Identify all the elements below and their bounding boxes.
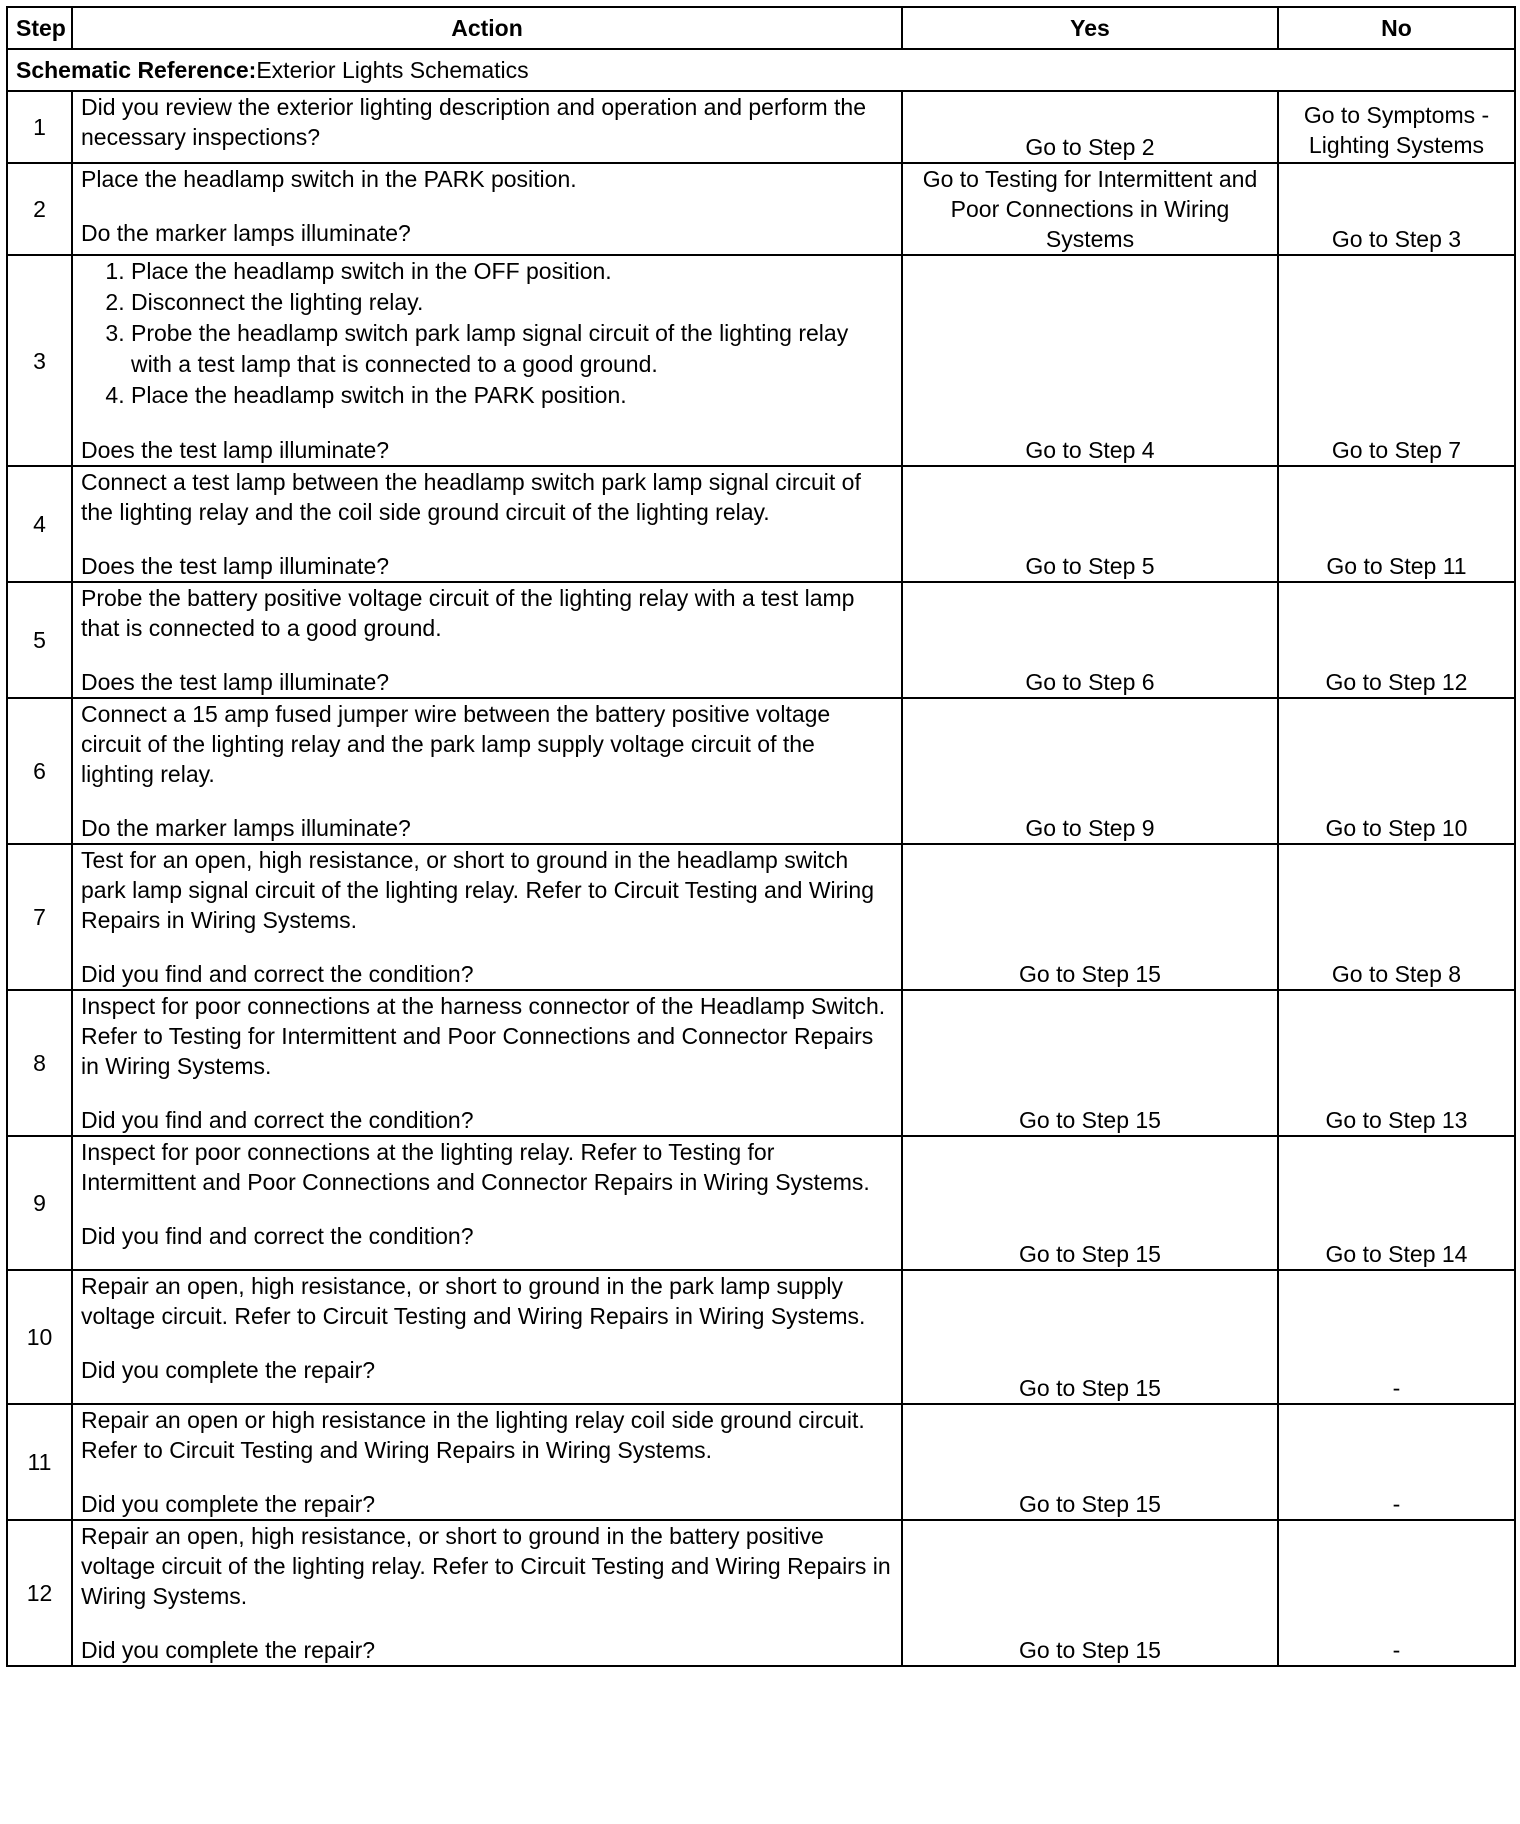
schematic-reference-row — [7, 49, 1515, 91]
action-text: Connect a test lamp between the headlamp switch park lamp signal circuit of the lighting relay and the coil side ground circuit of the lighting relay. — [81, 469, 861, 525]
yes-result[interactable]: Go to Step 15 — [902, 1520, 1278, 1666]
header-no: No — [1278, 7, 1515, 49]
action-text: Repair an open, high resistance, or short to ground in the battery positive voltage circuit of the lighting relay. Refer to Circuit Testing and Wiring Repairs in Wiring Systems. — [81, 1523, 891, 1609]
substep-item: 2. Disconnect the lighting relay. — [131, 287, 893, 318]
action-question: Did you find and correct the condition? — [81, 1107, 474, 1133]
substep-list — [81, 256, 893, 411]
yes-result[interactable]: Go to Step 15 — [902, 1136, 1278, 1270]
step-row — [7, 466, 1515, 582]
step-row — [7, 582, 1515, 698]
step-number: 12 — [7, 1520, 72, 1666]
substep-item: 3. Probe the headlamp switch park lamp signal circuit of the lighting relay with a test lamp that is connected to a good ground. — [131, 318, 893, 380]
step-row — [7, 1270, 1515, 1404]
schematic-reference-link[interactable]: Exterior Lights Schematics — [256, 57, 529, 83]
step-number: 4 — [7, 466, 72, 582]
no-result[interactable]: Go to Step 3 — [1278, 163, 1515, 255]
action-question: Do the marker lamps illuminate? — [81, 220, 411, 246]
step-number: 7 — [7, 844, 72, 990]
action-question: Did you complete the repair? — [81, 1357, 376, 1383]
step-number: 10 — [7, 1270, 72, 1404]
header-step: Step — [7, 7, 72, 49]
step-number: 8 — [7, 990, 72, 1136]
step-row — [7, 91, 1515, 163]
yes-result[interactable]: Go to Step 5 — [902, 466, 1278, 582]
yes-result[interactable]: Go to Testing for Intermittent and Poor Connections in Wiring Systems — [902, 163, 1278, 255]
diagnostic-table — [6, 6, 1516, 1667]
no-result[interactable]: Go to Step 14 — [1278, 1136, 1515, 1270]
yes-result[interactable]: Go to Step 15 — [902, 1270, 1278, 1404]
step-number: 6 — [7, 698, 72, 844]
step-row — [7, 844, 1515, 990]
action-question: Did you find and correct the condition? — [81, 1223, 474, 1249]
action-question: Do the marker lamps illuminate? — [81, 815, 411, 841]
yes-result[interactable]: Go to Step 15 — [902, 990, 1278, 1136]
step-row — [7, 698, 1515, 844]
step-number: 11 — [7, 1404, 72, 1520]
no-result[interactable]: Go to Step 8 — [1278, 844, 1515, 990]
step-action — [72, 1520, 902, 1666]
no-result[interactable]: Go to Step 7 — [1278, 255, 1515, 466]
action-text: Repair an open, high resistance, or short to ground in the park lamp supply voltage circuit. Refer to Circuit Testing and Wiring Repairs in Wiring Systems. — [81, 1273, 866, 1329]
step-row — [7, 163, 1515, 255]
header-action: Action — [72, 7, 902, 49]
step-action — [72, 990, 902, 1136]
yes-result[interactable]: Go to Step 4 — [902, 255, 1278, 466]
no-result[interactable]: Go to Step 11 — [1278, 466, 1515, 582]
header-yes: Yes — [902, 7, 1278, 49]
step-row — [7, 255, 1515, 466]
substep-item: 4. Place the headlamp switch in the PARK position. — [131, 380, 893, 411]
yes-result[interactable]: Go to Step 9 — [902, 698, 1278, 844]
action-question: Did you complete the repair? — [81, 1491, 376, 1517]
step-action — [72, 582, 902, 698]
action-question: Does the test lamp illuminate? — [81, 553, 390, 579]
step-action — [72, 844, 902, 990]
action-text: Probe the battery positive voltage circuit of the lighting relay with a test lamp that is connected to a good ground. — [81, 585, 855, 641]
action-text: Inspect for poor connections at the lighting relay. Refer to Testing for Intermittent and Poor Connections and Connector Repairs in Wiring Systems. — [81, 1139, 870, 1195]
step-row — [7, 1136, 1515, 1270]
step-number: 3 — [7, 255, 72, 466]
yes-result[interactable]: Go to Step 15 — [902, 1404, 1278, 1520]
action-question: Did you complete the repair? — [81, 1637, 376, 1663]
action-question: Did you find and correct the condition? — [81, 961, 474, 987]
yes-result[interactable]: Go to Step 15 — [902, 844, 1278, 990]
action-question: Does the test lamp illuminate? — [81, 437, 390, 463]
yes-result[interactable]: Go to Step 6 — [902, 582, 1278, 698]
step-action — [72, 466, 902, 582]
step-action — [72, 1136, 902, 1270]
no-result[interactable]: Go to Step 13 — [1278, 990, 1515, 1136]
yes-result[interactable]: Go to Step 2 — [902, 91, 1278, 163]
no-result[interactable]: Go to Step 12 — [1278, 582, 1515, 698]
step-number: 9 — [7, 1136, 72, 1270]
step-row — [7, 990, 1515, 1136]
step-action — [72, 698, 902, 844]
action-text: Connect a 15 amp fused jumper wire between the battery positive voltage circuit of the lighting relay and the park lamp supply voltage circuit of the lighting relay. — [81, 701, 831, 787]
step-number: 5 — [7, 582, 72, 698]
no-result: - — [1278, 1404, 1515, 1520]
action-text: Test for an open, high resistance, or short to ground in the headlamp switch park lamp signal circuit of the lighting relay. Refer to Circuit Testing and Wiring Repairs in Wiring Systems. — [81, 847, 874, 933]
step-row — [7, 1404, 1515, 1520]
action-text: Place the headlamp switch in the PARK position. — [81, 166, 577, 192]
step-action — [72, 91, 902, 163]
no-result[interactable]: Go to Symptoms - Lighting Systems — [1278, 91, 1515, 163]
action-question: Does the test lamp illuminate? — [81, 669, 390, 695]
schematic-reference-label: Schematic Reference: — [16, 57, 257, 83]
step-action — [72, 1404, 902, 1520]
no-result: - — [1278, 1270, 1515, 1404]
step-action — [72, 163, 902, 255]
header-row — [7, 7, 1515, 49]
step-number: 2 — [7, 163, 72, 255]
step-action — [72, 1270, 902, 1404]
action-text: Inspect for poor connections at the harness connector of the Headlamp Switch. Refer to Testing for Intermittent and Poor Connections and Connector Repairs in Wiring Systems. — [81, 993, 886, 1079]
substep-item: 1. Place the headlamp switch in the OFF position. — [131, 256, 893, 287]
no-result[interactable]: Go to Step 10 — [1278, 698, 1515, 844]
step-number: 1 — [7, 91, 72, 163]
action-text: Did you review the exterior lighting description and operation and perform the necessary inspections? — [81, 94, 866, 150]
schematic-reference — [7, 49, 1515, 91]
action-text: Repair an open or high resistance in the lighting relay coil side ground circuit. Refer to Circuit Testing and Wiring Repairs in Wiring Systems. — [81, 1407, 865, 1463]
step-row — [7, 1520, 1515, 1666]
step-action — [72, 255, 902, 466]
no-result: - — [1278, 1520, 1515, 1666]
